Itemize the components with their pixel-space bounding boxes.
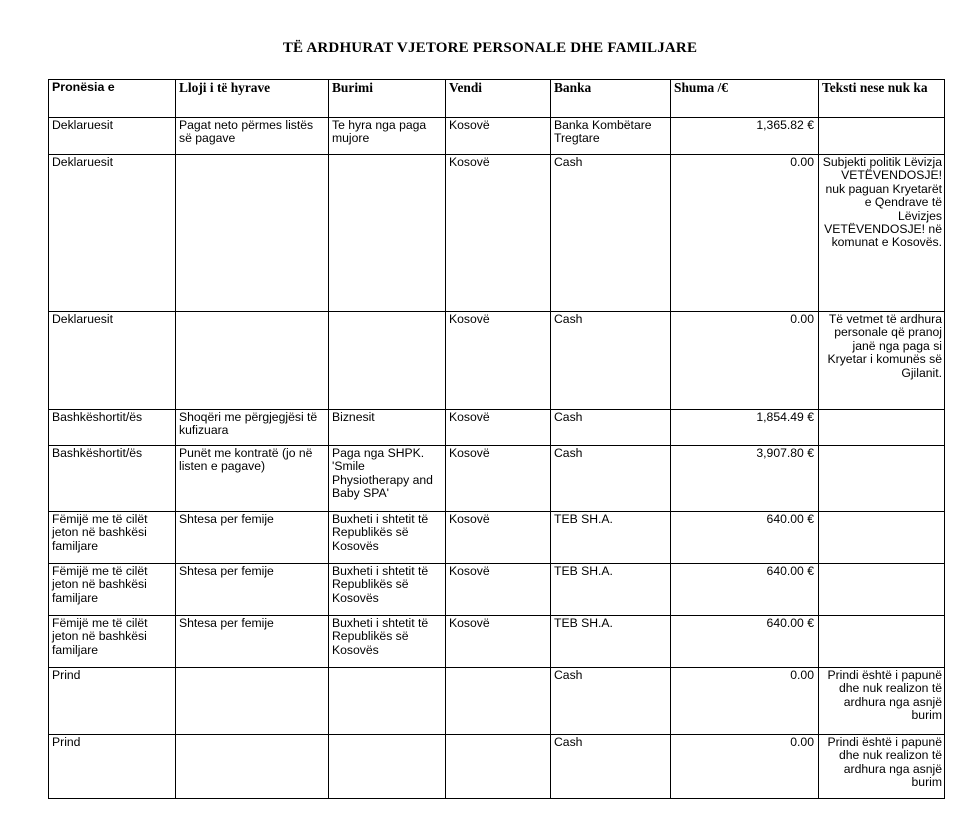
cell-source [329,155,446,312]
header-income-type: Lloji i të hyrave [176,80,329,118]
cell-source: Buxheti i shtetit të Republikës së Kosovës [329,616,446,668]
cell-note [819,564,945,616]
table-row [49,735,945,799]
cell-income-type: Shtesa per femije [176,512,329,564]
cell-amount: 0.00 [671,155,819,312]
cell-owner: Deklaruesit [49,118,176,155]
cell-income-type: Shoqëri me përgjegjësi të kufizuara [176,410,329,446]
cell-amount: 0.00 [671,668,819,735]
cell-amount: 0.00 [671,735,819,799]
cell-amount: 0.00 [671,312,819,410]
table-row [49,155,945,312]
cell-country: Kosovë [446,512,551,564]
cell-bank: Cash [551,410,671,446]
cell-bank: Banka Kombëtare Tregtare [551,118,671,155]
cell-country: Kosovë [446,564,551,616]
cell-country: Kosovë [446,446,551,512]
cell-owner: Fëmijë me të cilët jeton në bashkësi familjare [49,616,176,668]
cell-note [819,410,945,446]
cell-country: Kosovë [446,616,551,668]
cell-bank: TEB SH.A. [551,564,671,616]
cell-country: Kosovë [446,312,551,410]
cell-source: Buxheti i shtetit të Republikës së Kosovës [329,564,446,616]
cell-note: Prindi është i papunë dhe nuk realizon të ardhura nga asnjë burim [819,735,945,799]
cell-note: Të vetmet të ardhura personale që pranoj janë nga paga si Kryetar i komunës së Gjilanit. [819,312,945,410]
cell-bank: Cash [551,668,671,735]
cell-owner: Fëmijë me të cilët jeton në bashkësi familjare [49,564,176,616]
cell-income-type: Shtesa per femije [176,564,329,616]
table-row [49,616,945,668]
header-country: Vendi [446,80,551,118]
cell-income-type [176,155,329,312]
cell-bank: TEB SH.A. [551,512,671,564]
cell-amount: 3,907.80 € [671,446,819,512]
table-row [49,446,945,512]
cell-source: Paga nga SHPK. 'Smile Physiotherapy and Baby SPA' [329,446,446,512]
cell-source [329,312,446,410]
cell-note [819,616,945,668]
cell-country [446,735,551,799]
cell-country: Kosovë [446,155,551,312]
cell-source: Buxheti i shtetit të Republikës së Kosovës [329,512,446,564]
cell-amount: 640.00 € [671,616,819,668]
cell-country: Kosovë [446,410,551,446]
cell-income-type [176,668,329,735]
cell-income-type: Pagat neto përmes listës së pagave [176,118,329,155]
cell-bank: TEB SH.A. [551,616,671,668]
cell-source [329,668,446,735]
page-title: TË ARDHURAT VJETORE PERSONALE DHE FAMILJARE [282,40,698,56]
header-note: Teksti nese nuk ka [819,80,945,118]
cell-owner: Fëmijë me të cilët jeton në bashkësi familjare [49,512,176,564]
header-amount: Shuma /€ [671,80,819,118]
cell-owner: Deklaruesit [49,312,176,410]
cell-note [819,446,945,512]
cell-income-type: Punët me kontratë (jo në listen e pagave) [176,446,329,512]
table-row [49,668,945,735]
cell-amount: 640.00 € [671,564,819,616]
cell-note: Subjekti politik Lëvizja VETËVENDOSJE! nuk paguan Kryetarët e Qendrave të Lëvizjes VETËVENDOSJE! në komunat e Kosovës. [819,155,945,312]
cell-note: Prindi është i papunë dhe nuk realizon të ardhura nga asnjë burim [819,668,945,735]
cell-bank: Cash [551,446,671,512]
cell-source: Te hyra nga paga mujore [329,118,446,155]
cell-owner: Prind [49,735,176,799]
cell-income-type [176,735,329,799]
header-owner: Pronësia e [49,80,176,118]
cell-country: Kosovë [446,118,551,155]
table-row [49,312,945,410]
income-table [48,79,945,799]
cell-bank: Cash [551,155,671,312]
cell-country [446,668,551,735]
cell-note [819,118,945,155]
table-row [49,410,945,446]
cell-note [819,512,945,564]
cell-owner: Prind [49,668,176,735]
table-row [49,512,945,564]
cell-amount: 640.00 € [671,512,819,564]
header-bank: Banka [551,80,671,118]
header-source: Burimi [329,80,446,118]
cell-owner: Bashkëshortit/ës [49,410,176,446]
cell-amount: 1,365.82 € [671,118,819,155]
cell-amount: 1,854.49 € [671,410,819,446]
cell-bank: Cash [551,735,671,799]
cell-income-type [176,312,329,410]
cell-owner: Bashkëshortit/ës [49,446,176,512]
table-header-row [49,80,945,118]
cell-owner: Deklaruesit [49,155,176,312]
cell-bank: Cash [551,312,671,410]
table-row [49,118,945,155]
cell-source [329,735,446,799]
table-row [49,564,945,616]
cell-source: Biznesit [329,410,446,446]
cell-income-type: Shtesa per femije [176,616,329,668]
